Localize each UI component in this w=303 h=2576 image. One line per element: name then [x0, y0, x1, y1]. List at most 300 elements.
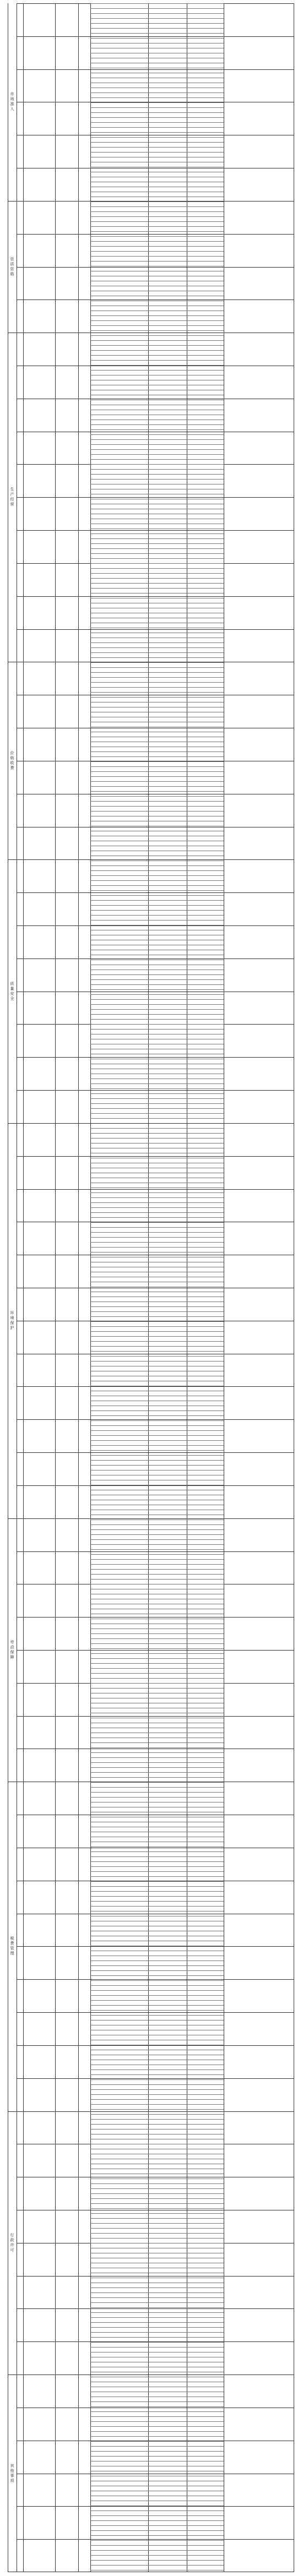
- detail-line: [90, 578, 224, 579]
- detail-line: [90, 1787, 224, 1788]
- detail-line: [90, 2565, 224, 2566]
- detail-line: [90, 345, 224, 346]
- detail-line: [90, 1004, 224, 1005]
- detail-line: [90, 1465, 224, 1466]
- detail-line: [90, 97, 224, 98]
- detail-line: [90, 682, 224, 683]
- detail-line: [90, 330, 224, 331]
- detail-line: [90, 994, 224, 995]
- row-divider: [17, 629, 294, 630]
- detail-line: [90, 1678, 224, 1679]
- row-divider: [17, 1386, 294, 1387]
- detail-line: [90, 647, 224, 648]
- detail-line: [90, 1133, 224, 1134]
- row-divider: [17, 69, 294, 70]
- detail-line: [90, 1762, 224, 1763]
- detail-line: [90, 1029, 224, 1030]
- detail-line: [90, 652, 224, 653]
- detail-line: [90, 2545, 224, 2546]
- detail-line: [90, 231, 224, 232]
- detail-line: [90, 890, 224, 891]
- category-label: 价格收费: [10, 750, 14, 771]
- detail-line: [90, 1113, 224, 1114]
- detail-line: [90, 112, 224, 113]
- detail-line: [90, 1331, 224, 1332]
- detail-line: [90, 1351, 224, 1352]
- row-divider: [17, 36, 294, 37]
- detail-line: [90, 2347, 224, 2348]
- detail-line: [90, 533, 224, 534]
- detail-line: [90, 1128, 224, 1129]
- detail-line: [90, 320, 224, 321]
- detail-line: [90, 1242, 224, 1243]
- detail-line: [90, 2297, 224, 2298]
- category-divider: [8, 1518, 294, 1519]
- detail-line: [90, 474, 224, 475]
- detail-line: [90, 781, 224, 782]
- detail-line: [90, 1549, 224, 1550]
- detail-line: [90, 1237, 224, 1238]
- detail-line: [90, 791, 224, 792]
- detail-line: [90, 2233, 224, 2234]
- detail-line: [90, 573, 224, 574]
- category-label: 行政许可: [10, 2232, 14, 2253]
- detail-line: [90, 479, 224, 480]
- detail-line: [90, 1643, 224, 1644]
- detail-line: [90, 2188, 224, 2189]
- detail-line: [90, 1306, 224, 1307]
- detail-line: [90, 553, 224, 554]
- detail-line: [90, 1851, 224, 1852]
- detail-line: [90, 1861, 224, 1862]
- detail-line: [90, 2218, 224, 2219]
- detail-line: [90, 1247, 224, 1248]
- detail-line: [90, 1316, 224, 1317]
- detail-line: [90, 216, 224, 217]
- detail-line: [90, 1019, 224, 1020]
- detail-line: [90, 1559, 224, 1560]
- row-divider: [17, 596, 294, 597]
- detail-line: [90, 251, 224, 252]
- detail-line: [90, 1777, 224, 1778]
- detail-line: [90, 915, 224, 916]
- row-divider: [17, 1716, 294, 1717]
- detail-line: [90, 2213, 224, 2214]
- detail-line: [90, 2312, 224, 2313]
- detail-line: [90, 1435, 224, 1436]
- detail-line: [90, 18, 224, 19]
- detail-line: [90, 548, 224, 549]
- detail-line: [90, 1544, 224, 1545]
- detail-line: [90, 1108, 224, 1109]
- detail-line: [90, 1554, 224, 1555]
- detail-line: [90, 771, 224, 772]
- detail-line: [90, 2124, 224, 2125]
- detail-line: [90, 2416, 224, 2417]
- detail-line: [90, 38, 224, 39]
- detail-line: [90, 3, 224, 4]
- detail-line: [90, 1014, 224, 1015]
- detail-line: [90, 543, 224, 544]
- detail-line: [90, 256, 224, 257]
- detail-line: [90, 1098, 224, 1099]
- detail-line: [90, 147, 224, 148]
- detail-line: [90, 2114, 224, 2115]
- detail-line: [90, 2084, 224, 2085]
- detail-line: [90, 1460, 224, 1461]
- detail-line: [90, 340, 224, 341]
- detail-line: [90, 563, 224, 564]
- detail-line: [90, 1197, 224, 1198]
- detail-line: [90, 687, 224, 688]
- detail-line: [90, 464, 224, 465]
- detail-line: [90, 1301, 224, 1302]
- detail-line: [90, 2129, 224, 2130]
- detail-line: [90, 900, 224, 901]
- detail-line: [90, 2322, 224, 2323]
- detail-line: [90, 211, 224, 212]
- detail-line: [90, 1673, 224, 1674]
- detail-line: [90, 984, 224, 985]
- detail-line: [90, 2119, 224, 2120]
- row-divider: [17, 1452, 294, 1453]
- detail-line: [90, 1653, 224, 1654]
- category-divider: [8, 859, 294, 860]
- detail-line: [90, 905, 224, 906]
- detail-line: [90, 2010, 224, 2011]
- detail-line: [90, 1410, 224, 1411]
- detail-line: [90, 454, 224, 455]
- detail-line: [90, 1222, 224, 1223]
- detail-line: [90, 2069, 224, 2070]
- detail-line: [90, 2104, 224, 2105]
- detail-line: [90, 127, 224, 128]
- category-label: 环境保护: [10, 1310, 14, 1331]
- detail-line: [90, 2342, 224, 2343]
- detail-line: [90, 2005, 224, 2006]
- category-label: 市场准入: [10, 92, 14, 112]
- detail-line: [90, 1663, 224, 1664]
- detail-line: [90, 865, 224, 866]
- detail-line: [90, 241, 224, 242]
- detail-line: [90, 806, 224, 807]
- row-divider: [17, 1946, 294, 1947]
- detail-line: [90, 1985, 224, 1986]
- detail-line: [90, 2426, 224, 2427]
- detail-line: [90, 697, 224, 698]
- detail-line: [90, 1088, 224, 1089]
- detail-line: [90, 1356, 224, 1357]
- category-label: 其他事项: [10, 2463, 14, 2484]
- detail-line: [90, 588, 224, 589]
- detail-line: [90, 979, 224, 980]
- detail-line: [90, 122, 224, 123]
- detail-line: [90, 23, 224, 24]
- detail-line: [90, 1970, 224, 1971]
- detail-line: [90, 449, 224, 450]
- detail-line: [90, 350, 224, 351]
- detail-line: [90, 880, 224, 881]
- detail-line: [90, 2079, 224, 2080]
- row-divider: [17, 1189, 294, 1190]
- detail-line: [90, 33, 224, 34]
- detail-line: [90, 1658, 224, 1659]
- detail-line: [90, 1539, 224, 1540]
- detail-line: [90, 434, 224, 435]
- detail-line: [90, 2520, 224, 2521]
- row-divider: [17, 267, 294, 268]
- detail-line: [90, 2555, 224, 2556]
- detail-line: [90, 2535, 224, 2536]
- detail-line: [90, 1891, 224, 1892]
- detail-line: [90, 1118, 224, 1119]
- detail-line: [90, 142, 224, 143]
- detail-line: [90, 999, 224, 1000]
- detail-line: [90, 1792, 224, 1793]
- detail-line: [90, 2421, 224, 2422]
- detail-line: [90, 117, 224, 118]
- detail-line: [90, 8, 224, 9]
- detail-line: [90, 2406, 224, 2407]
- category-label: 质量安全: [10, 981, 14, 1001]
- detail-line: [90, 2307, 224, 2308]
- detail-line: [90, 1217, 224, 1218]
- detail-line: [90, 1856, 224, 1857]
- detail-line: [90, 1742, 224, 1743]
- detail-line: [90, 1638, 224, 1639]
- detail-line: [90, 1886, 224, 1887]
- detail-line: [90, 1207, 224, 1208]
- category-label: 资质资格: [10, 257, 14, 277]
- detail-line: [90, 439, 224, 440]
- detail-line: [90, 1009, 224, 1010]
- detail-line: [90, 315, 224, 316]
- detail-line: [90, 811, 224, 812]
- row-divider: [17, 234, 294, 235]
- detail-line: [90, 2451, 224, 2452]
- detail-line: [90, 1960, 224, 1961]
- detail-line: [90, 2208, 224, 2209]
- detail-line: [90, 796, 224, 797]
- detail-line: [90, 1906, 224, 1907]
- detail-line: [90, 429, 224, 430]
- detail-line: [90, 459, 224, 460]
- detail-line: [90, 1321, 224, 1322]
- detail-line: [90, 1420, 224, 1421]
- detail-line: [90, 444, 224, 445]
- detail-line: [90, 1579, 224, 1580]
- detail-line: [90, 226, 224, 227]
- detail-line: [90, 360, 224, 361]
- category-divider: [8, 1123, 294, 1124]
- detail-line: [90, 1683, 224, 1684]
- detail-line: [90, 1341, 224, 1342]
- row-divider: [17, 1617, 294, 1618]
- detail-line: [90, 201, 224, 202]
- detail-line: [90, 2292, 224, 2293]
- detail-line: [90, 1633, 224, 1634]
- detail-line: [90, 989, 224, 990]
- row-divider: [17, 2308, 294, 2309]
- detail-line: [90, 325, 224, 326]
- detail-line: [90, 1425, 224, 1426]
- detail-line: [90, 786, 224, 787]
- detail-line: [90, 2550, 224, 2551]
- detail-line: [90, 1747, 224, 1748]
- detail-line: [90, 236, 224, 237]
- detail-line: [90, 92, 224, 93]
- row-divider: [17, 2078, 294, 2079]
- detail-line: [90, 761, 224, 762]
- detail-line: [90, 1871, 224, 1872]
- detail-line: [90, 246, 224, 247]
- detail-line: [90, 766, 224, 767]
- detail-line: [90, 974, 224, 975]
- detail-line: [90, 2020, 224, 2021]
- detail-line: [90, 469, 224, 470]
- detail-line: [90, 1752, 224, 1753]
- detail-line: [90, 1212, 224, 1213]
- detail-line: [90, 2515, 224, 2516]
- detail-line: [90, 692, 224, 693]
- detail-line: [90, 206, 224, 207]
- detail-line: [90, 1896, 224, 1897]
- detail-line: [90, 1083, 224, 1084]
- detail-line: [90, 1232, 224, 1233]
- detail-line: [90, 2228, 224, 2229]
- detail-line: [90, 1336, 224, 1337]
- detail-line: [90, 424, 224, 425]
- detail-line: [90, 2441, 224, 2442]
- detail-line: [90, 1876, 224, 1877]
- detail-line: [90, 1688, 224, 1689]
- detail-line: [90, 667, 224, 668]
- detail-line: [90, 1430, 224, 1431]
- detail-line: [90, 1192, 224, 1193]
- row-divider: [17, 1057, 294, 1058]
- detail-line: [90, 2431, 224, 2432]
- detail-line: [90, 2183, 224, 2184]
- detail-line: [90, 568, 224, 569]
- detail-line: [90, 2203, 224, 2204]
- detail-line: [90, 910, 224, 911]
- detail-line: [90, 132, 224, 133]
- detail-line: [90, 2411, 224, 2412]
- detail-line: [90, 2332, 224, 2333]
- detail-line: [90, 2074, 224, 2075]
- detail-line: [90, 672, 224, 673]
- detail-line: [90, 1569, 224, 1570]
- row-divider: [17, 1650, 294, 1651]
- category-label: 税费管理: [10, 1936, 14, 1957]
- detail-line: [90, 107, 224, 108]
- detail-line: [90, 2302, 224, 2303]
- detail-line: [90, 751, 224, 752]
- detail-line: [90, 13, 224, 14]
- detail-line: [90, 2337, 224, 2338]
- detail-line: [90, 28, 224, 29]
- row-divider: [17, 892, 294, 893]
- detail-line: [90, 642, 224, 643]
- detail-line: [90, 2015, 224, 2016]
- row-divider: [17, 1485, 294, 1486]
- detail-line: [90, 2540, 224, 2541]
- detail-line: [90, 538, 224, 539]
- detail-line: [90, 2446, 224, 2447]
- detail-line: [90, 1227, 224, 1228]
- detail-line: [90, 2525, 224, 2526]
- detail-line: [90, 1648, 224, 1649]
- detail-line: [90, 2456, 224, 2457]
- row-divider: [17, 2506, 294, 2507]
- detail-line: [90, 1024, 224, 1025]
- detail-line: [90, 2530, 224, 2531]
- row-divider: [17, 2276, 294, 2277]
- detail-line: [90, 2510, 224, 2511]
- detail-line: [90, 1450, 224, 1451]
- detail-line: [90, 1757, 224, 1758]
- category-label: 生产经营: [10, 487, 14, 508]
- category-divider: [8, 2111, 294, 2112]
- detail-line: [90, 885, 224, 886]
- detail-line: [90, 370, 224, 371]
- detail-line: [90, 261, 224, 262]
- detail-line: [90, 1138, 224, 1139]
- category-label: 劳动保障: [10, 1640, 14, 1660]
- detail-line: [90, 1975, 224, 1976]
- detail-line: [90, 1346, 224, 1347]
- detail-line: [90, 1866, 224, 1867]
- row-divider: [17, 530, 294, 531]
- row-divider: [17, 497, 294, 498]
- detail-line: [90, 152, 224, 153]
- detail-line: [90, 895, 224, 896]
- detail-line: [90, 2317, 224, 2318]
- detail-line: [90, 2099, 224, 2100]
- detail-line: [90, 137, 224, 138]
- row-divider: [17, 925, 294, 926]
- detail-line: [90, 801, 224, 802]
- detail-line: [90, 875, 224, 876]
- detail-line: [90, 1202, 224, 1203]
- detail-line: [90, 1440, 224, 1441]
- detail-line: [90, 2198, 224, 2199]
- detail-line: [90, 558, 224, 559]
- detail-line: [90, 2094, 224, 2095]
- detail-line: [90, 1093, 224, 1094]
- row-divider: [17, 958, 294, 959]
- detail-line: [90, 1574, 224, 1575]
- row-divider: [17, 2012, 294, 2013]
- detail-line: [90, 1564, 224, 1565]
- detail-line: [90, 756, 224, 757]
- detail-line: [90, 355, 224, 356]
- detail-line: [90, 1901, 224, 1902]
- detail-line: [90, 1767, 224, 1768]
- detail-line: [90, 2193, 224, 2194]
- detail-line: [90, 1445, 224, 1446]
- detail-line: [90, 1965, 224, 1966]
- detail-line: [90, 1415, 224, 1416]
- detail-line: [90, 102, 224, 103]
- regulation-table: [8, 3, 294, 2572]
- detail-line: [90, 2327, 224, 2328]
- detail-line: [90, 870, 224, 871]
- row-divider: [17, 1090, 294, 1091]
- detail-line: [90, 365, 224, 366]
- detail-line: [90, 1668, 224, 1669]
- detail-line: [90, 1881, 224, 1882]
